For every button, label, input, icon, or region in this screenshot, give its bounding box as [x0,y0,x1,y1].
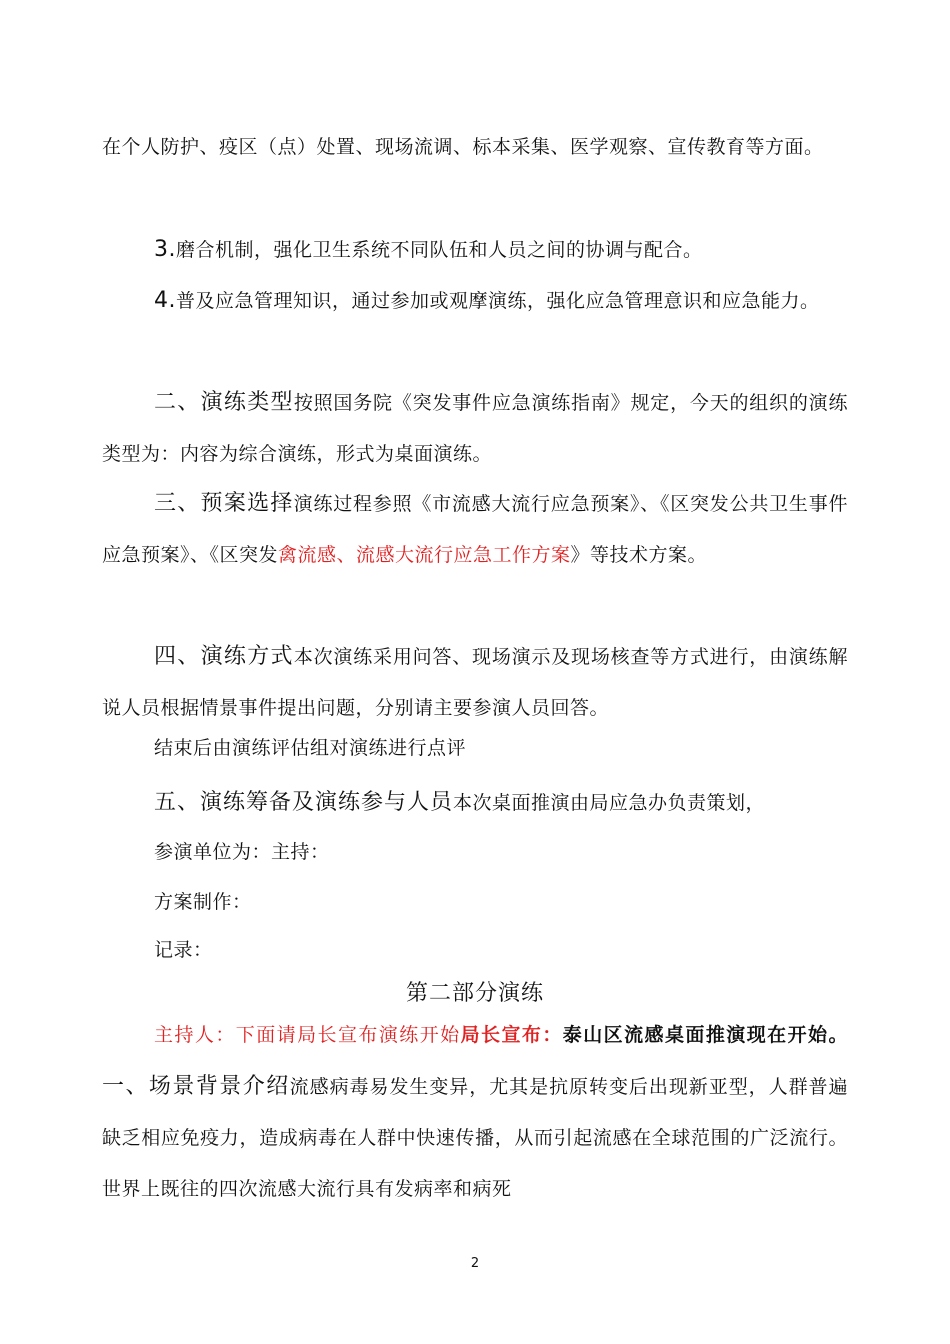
paragraph-text: 按照国务院《突发事件应急演练指南》规定，今天的组织的演练类型为：内容为综合演练，形式为桌面演练。 [102,392,848,465]
paragraph-text: 在个人防护、疫区（点）处置、现场流调、标本采集、医学观察、宣传教育等方面。 [102,136,824,158]
paragraph-text: 》等技术方案。 [570,544,708,566]
paragraph-drill-type [102,377,848,480]
section-heading: 一、场景背景介绍 [102,1074,290,1099]
paragraph-participants [102,777,848,829]
paragraph-text: 结束后由演练评估组对演练进行点评 [154,737,467,759]
paragraph-text: 磨合机制，强化卫生系统不同队伍和人员之间的协调与配合。 [176,239,703,261]
item-number: 3. [154,237,176,262]
section-heading: 四、演练方式 [154,644,294,669]
paragraph-text: 演练过程参照《市流感大流行应急预案》、《区突发公共卫生事件应急预案》、《区突发 [102,493,848,566]
director-statement: 泰山区流感桌面推演现在开始。 [562,1024,848,1046]
item-number: 4. [154,288,176,313]
paragraph-text: 流感病毒易发生变异，尤其是抗原转变后出现新亚型，人群普遍缺乏相应免疫力，造成病毒在人群中快速传播，从而引起流感在全球范围的广泛流行。世界上既往的四次流感大流行具有发病率和病死 [102,1076,848,1200]
page-number: 2 [470,1256,480,1271]
paragraph-text: 参演单位为：主持： [154,841,330,863]
paragraph-units [102,827,848,878]
director-label: 局长宣布： [460,1024,563,1046]
highlighted-plan-name: 禽流感、流感大流行应急工作方案 [278,544,571,566]
paragraph-plan-selection [102,478,848,581]
paragraph-item-3 [102,224,848,276]
section-heading: 五、演练筹备及演练参与人员 [154,790,454,815]
paragraph-text: 方案制作： [154,891,252,913]
paragraph-text: 本次桌面推演由局应急办负责策划， [453,792,766,814]
paragraph-recorder [102,925,848,976]
paragraph-text: 普及应急管理知识，通过参加或观摩演练，强化应急管理意识和应急能力。 [176,290,820,312]
paragraph-text: 记录： [154,939,213,961]
section-heading: 二、演练类型 [154,390,294,415]
paragraph-evaluation [102,723,848,774]
paragraph-protection-areas [102,122,848,173]
paragraph-item-4 [102,275,848,327]
paragraph-plan-maker [102,877,848,928]
section-title: 第二部分演练 [405,981,544,1006]
section-heading: 三、预案选择 [154,491,294,516]
paragraph-text: 本次演练采用问答、现场演示及现场核查等方式进行，由演练解说人员根据情景事件提出问题，分别请主要参演人员回答。 [102,646,848,719]
paragraph-drill-start [102,1010,848,1215]
paragraph-drill-method [102,631,848,734]
host-announcement: 主持人：下面请局长宣布演练开始 [154,1024,461,1046]
